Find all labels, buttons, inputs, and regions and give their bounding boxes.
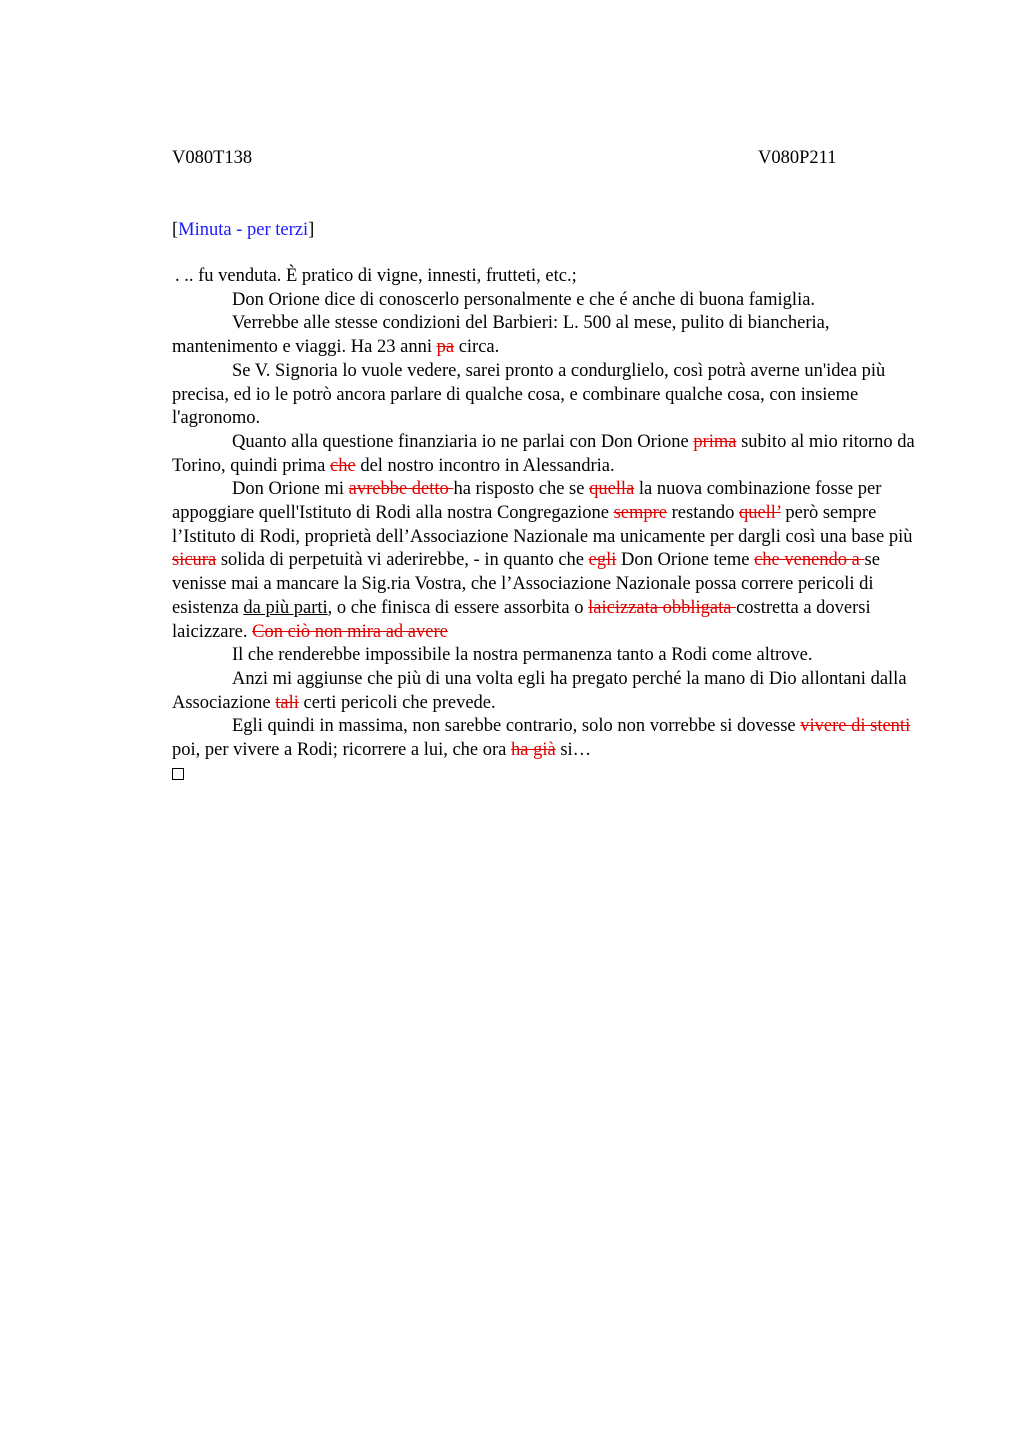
text-run: però sempre l’Istituto di Rodi, proprietà dell’Associazione Nazionale ma unicamente per dargli così una base più xyxy=(172,503,913,547)
deleted-text: Con ciò non mira ad avere xyxy=(252,621,448,642)
text-run: la nuova combinazione fosse per appoggiare quell'Istituto di Rodi alla nostra Congregazione xyxy=(172,479,882,524)
text-run: Egli quindi in massima, non sarebbe contrario, solo non vorrebbe si dovesse xyxy=(232,716,801,737)
text-run: poi, per vivere a Rodi; ricorrere a lui, che ora xyxy=(172,740,512,761)
text-run: ha risposto che se xyxy=(453,479,590,500)
text-run: del nostro incontro in Alessandria. xyxy=(355,455,615,476)
deleted-text: prima xyxy=(693,431,737,452)
deleted-text: ha già xyxy=(511,740,556,761)
document-title xyxy=(172,219,314,241)
title-text: Minuta - per terzi xyxy=(178,220,309,240)
deleted-text: vivere di stenti xyxy=(800,716,911,737)
deleted-text: sempre xyxy=(613,503,668,524)
deleted-text: che xyxy=(330,455,356,476)
paragraph xyxy=(172,431,928,478)
deleted-text: avrebbe detto xyxy=(348,479,454,500)
end-square-icon xyxy=(172,768,184,780)
text-run: Il che renderebbe impossibile la nostra permanenza tanto a Rodi come altrove. xyxy=(232,645,813,666)
text-run: costretta a doversi laicizzare. xyxy=(172,597,871,642)
paragraph xyxy=(172,478,928,644)
paragraph xyxy=(172,715,928,762)
text-run: si… xyxy=(555,740,592,761)
text-run: se venisse mai a mancare la Sig.ria Vostra, che l’Associazione Nazionale possa correre pericoli di esistenza xyxy=(172,550,880,618)
deleted-text: egli xyxy=(588,550,617,571)
paragraph xyxy=(172,668,928,715)
text-run: solida di perpetuità vi aderirebbe, - in quanto che xyxy=(216,550,589,571)
text-run: circa. xyxy=(454,337,500,358)
text-run: Se V. Signoria lo vuole vedere, sarei pronto a condurglielo, così potrà averne un'idea più precisa, ed io le potrò ancora parlare di qualche cosa, e combinare qualche cosa, con insieme l'agronomo. xyxy=(172,360,886,429)
document-code-right: V080P211 xyxy=(758,148,837,168)
title-open-bracket: [ xyxy=(172,220,179,240)
deleted-text: sicura xyxy=(172,550,217,571)
title-close-bracket: ] xyxy=(308,220,315,240)
text-run: Anzi mi aggiunse che più di una volta egli ha pregato perché la mano di Dio allontani dalla Associazione xyxy=(172,668,907,713)
paragraph xyxy=(172,312,928,359)
letter-body xyxy=(172,265,928,780)
deleted-text: quella xyxy=(589,479,635,500)
document-code-left: V080T138 xyxy=(172,148,253,168)
text-run: Don Orione mi xyxy=(232,479,349,500)
paragraph xyxy=(172,360,928,431)
underlined-text: da più parti xyxy=(243,597,328,618)
text-run: . .. fu venduta. È pratico di vigne, innesti, frutteti, etc.; xyxy=(175,266,577,286)
deleted-text: quell’ xyxy=(738,503,781,524)
deleted-text: laicizzata obbligata xyxy=(588,597,737,618)
deleted-text: tali xyxy=(275,692,299,713)
deleted-text: che venendo a xyxy=(754,550,865,571)
text-run: Verrebbe alle stesse condizioni del Barbieri: L. 500 al mese, pulito di biancheria, mantenimento e viaggi. Ha 23 anni xyxy=(172,313,830,358)
text-run: certi pericoli che prevede. xyxy=(298,692,496,713)
deleted-text: pa xyxy=(436,337,455,358)
text-run: subito al mio ritorno da Torino, quindi prima xyxy=(172,431,915,476)
paragraph xyxy=(172,644,928,668)
text-run: restando xyxy=(667,503,739,524)
paragraph xyxy=(172,265,928,289)
paragraph xyxy=(172,289,928,313)
text-run: Don Orione teme xyxy=(616,550,755,571)
text-run: Don Orione dice di conoscerlo personalmente e che é anche di buona famiglia. xyxy=(232,289,816,310)
text-run: , o che finisca di essere assorbita o xyxy=(327,597,589,618)
text-run: Quanto alla questione finanziaria io ne parlai con Don Orione xyxy=(232,431,694,452)
